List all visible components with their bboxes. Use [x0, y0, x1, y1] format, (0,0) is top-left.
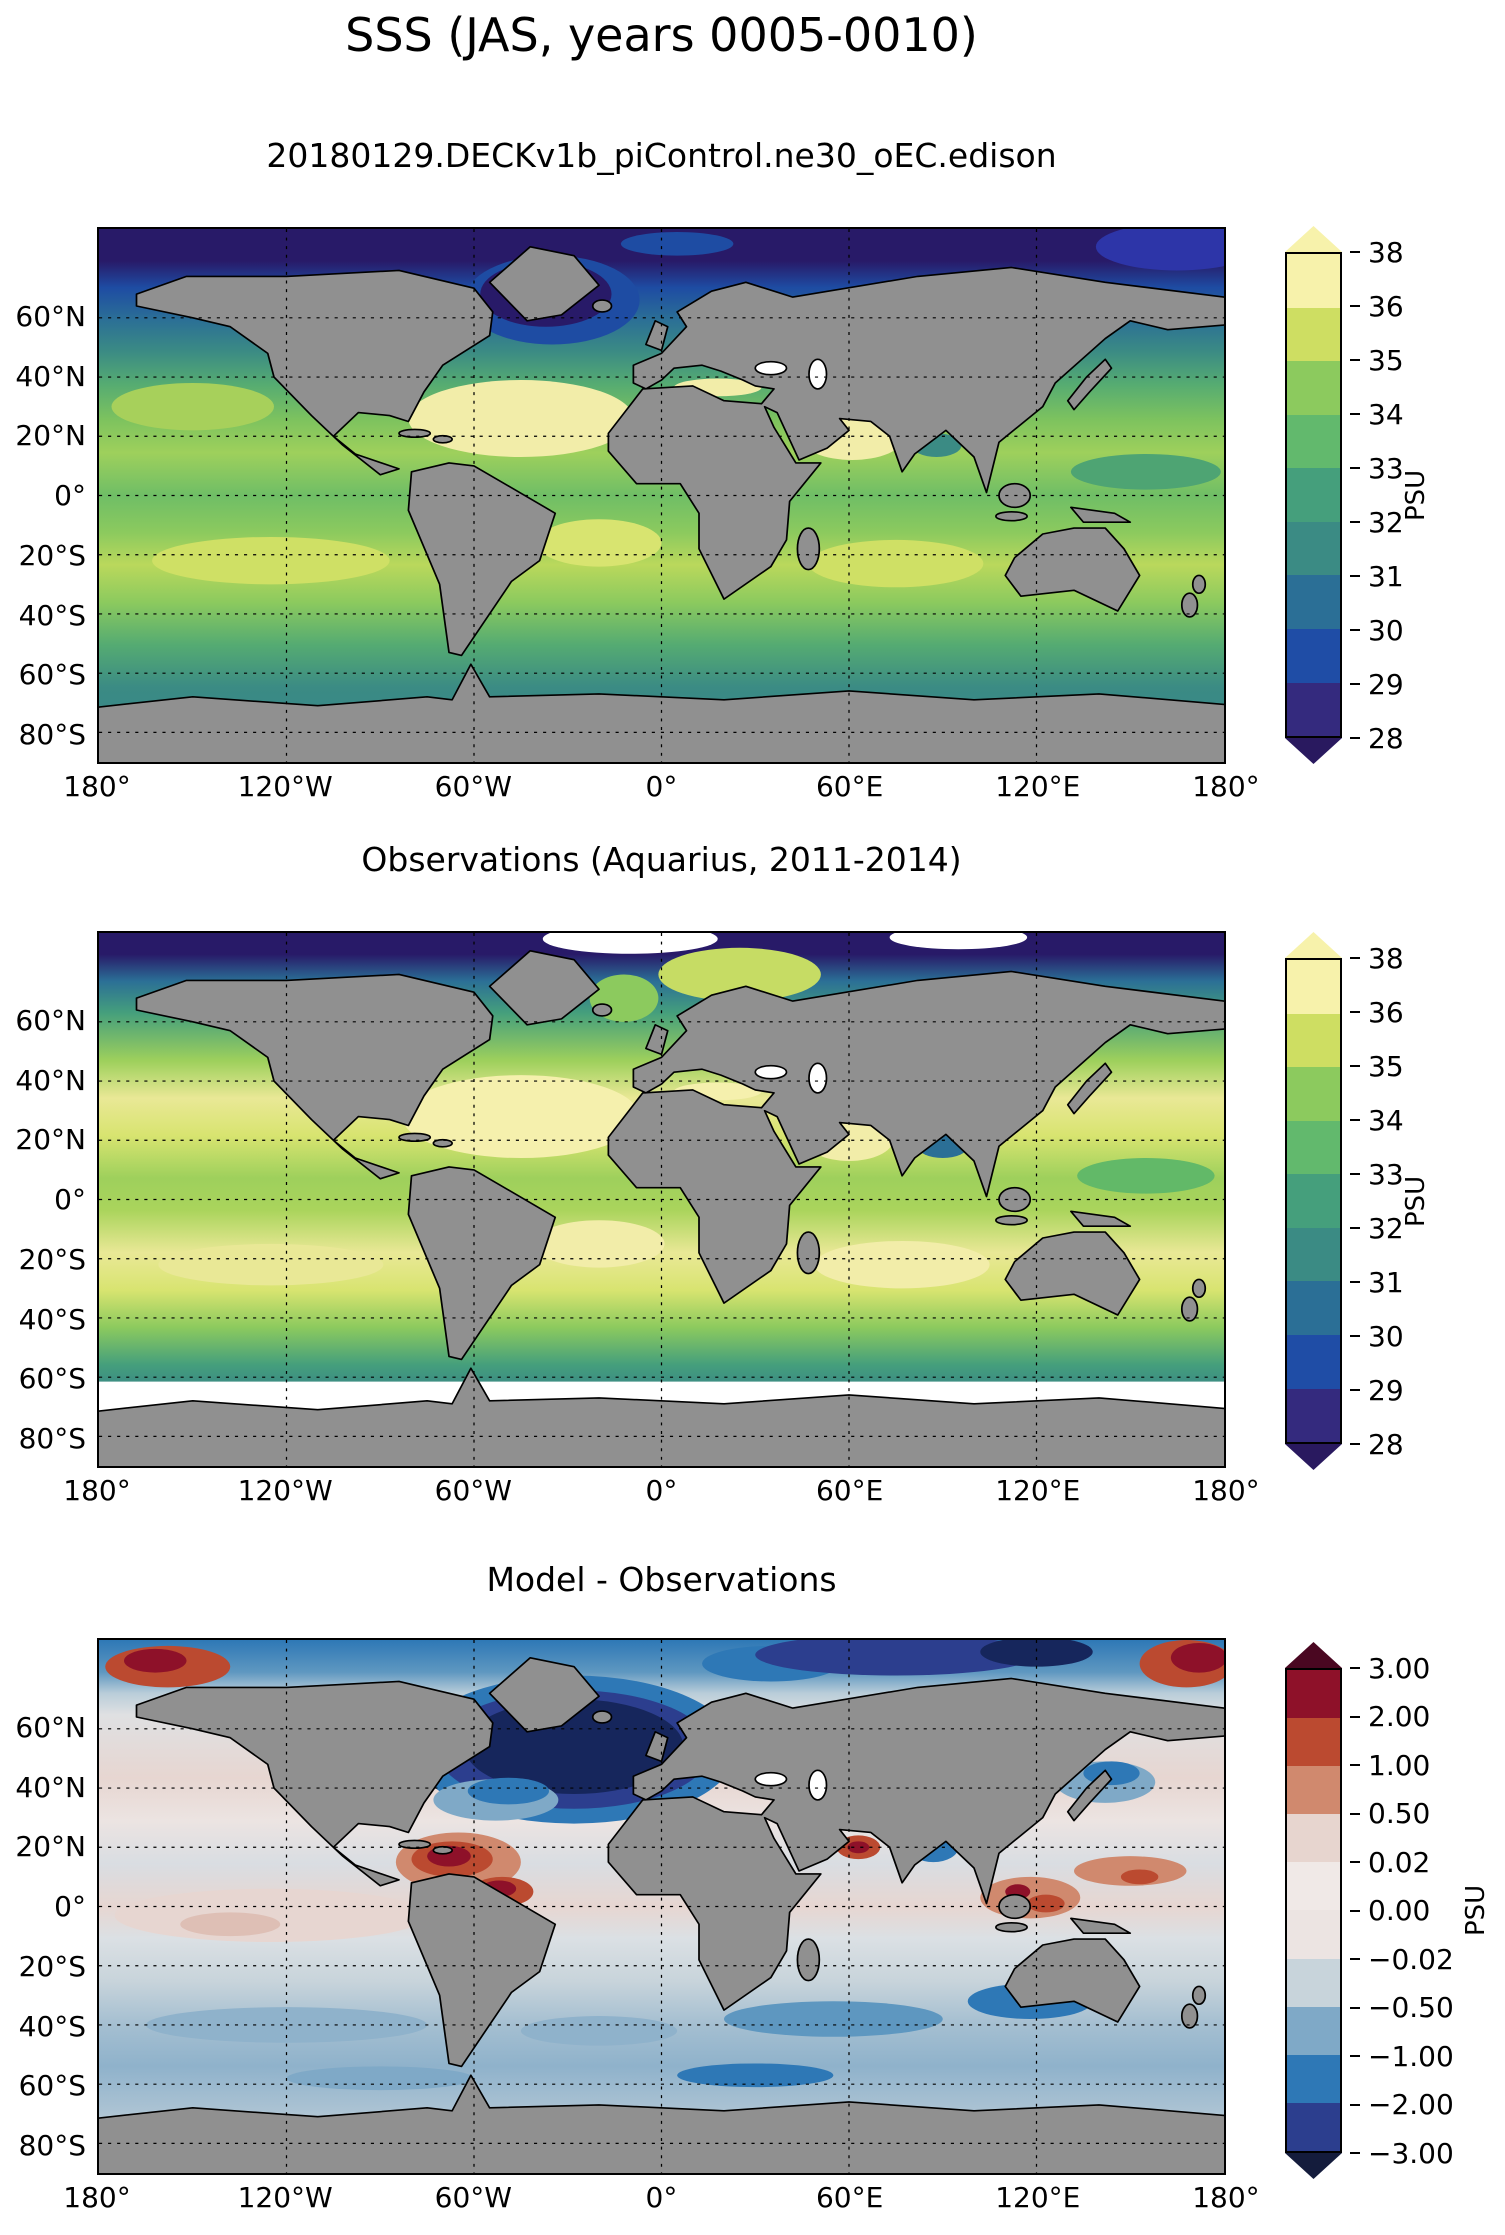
lon-tick-label: 60°W [434, 2181, 512, 2214]
colorbar-segment [1287, 415, 1340, 469]
lat-axis-labels-panel-1 [0, 302, 86, 750]
colorbar-segment [1287, 1959, 1340, 2007]
colorbar-difference [1285, 1642, 1342, 2179]
lat-tick-label: 40°S [18, 1302, 86, 1336]
map-panel-3-difference [97, 1638, 1226, 2175]
colorbar-tick-label: 29 [1350, 670, 1490, 698]
colorbar-tick-label: −2.00 [1350, 2091, 1490, 2119]
lat-tick-label: 0° [54, 479, 86, 513]
colorbar-tick-label: −0.50 [1350, 1994, 1490, 2022]
colorbar-observations [1285, 932, 1342, 1470]
colorbar-segment [1287, 2007, 1340, 2055]
colorbar-tick-label: 36 [1350, 998, 1490, 1026]
lon-tick-label: 60°W [434, 770, 512, 803]
colorbar-tick-label: 0.50 [1350, 1800, 1490, 1828]
world-map-svg-model [99, 229, 1224, 762]
colorbar-over-arrow [1285, 1642, 1342, 1668]
colorbar-segment [1287, 1862, 1340, 1910]
colorbar-tick-label: 30 [1350, 1322, 1490, 1350]
colorbar-tick-label: 32 [1350, 1214, 1490, 1242]
lon-tick-label: 180° [1192, 770, 1260, 803]
colorbar-tick-label: 3.00 [1350, 1654, 1490, 1682]
lon-tick-label: 120°E [995, 1474, 1081, 1507]
lat-tick-label: 40°S [18, 598, 86, 632]
lat-axis-labels-panel-2 [0, 1006, 86, 1454]
lat-tick-label: 40°S [18, 2009, 86, 2043]
colorbar-tick-label: 34 [1350, 1106, 1490, 1134]
colorbar-segment [1287, 522, 1340, 576]
colorbar-segment [1287, 960, 1340, 1014]
colorbar-segment [1287, 308, 1340, 362]
colorbar-segment [1287, 1174, 1340, 1228]
lon-tick-label: 120°W [237, 1474, 333, 1507]
colorbar-tick-label: 1.00 [1350, 1751, 1490, 1779]
figure-title: SSS (JAS, years 0005-0010) [345, 8, 978, 62]
panel-3-title: Model - Observations [486, 1560, 837, 1599]
colorbar-tick-label: 28 [1350, 724, 1490, 752]
colorbar-over-arrow [1285, 932, 1342, 958]
lat-tick-label: 40°N [15, 359, 86, 393]
colorbar-segment [1287, 1910, 1340, 1958]
lon-tick-label: 120°W [237, 2181, 333, 2214]
world-map-svg-difference [99, 1640, 1224, 2173]
lat-tick-label: 40°N [15, 1770, 86, 1804]
lon-tick-label: 180° [1192, 2181, 1260, 2214]
lat-tick-label: 80°S [18, 2128, 86, 2162]
lon-tick-label: 60°W [434, 1474, 512, 1507]
lat-tick-label: 20°N [15, 419, 86, 453]
colorbar-segment [1287, 1121, 1340, 1175]
lat-tick-label: 20°N [15, 1830, 86, 1864]
lat-tick-label: 20°S [18, 538, 86, 572]
colorbar-tick-label: 2.00 [1350, 1703, 1490, 1731]
lat-tick-label: 20°S [18, 1242, 86, 1276]
colorbar-segment [1287, 1335, 1340, 1389]
colorbar-segments [1285, 252, 1342, 738]
lat-axis-labels-panel-3 [0, 1713, 86, 2161]
colorbar-tick-label: −1.00 [1350, 2042, 1490, 2070]
colorbar-segment [1287, 1014, 1340, 1068]
colorbar-segment [1287, 1766, 1340, 1814]
lon-tick-label: 120°W [237, 770, 333, 803]
panel-2-title: Observations (Aquarius, 2011-2014) [361, 840, 962, 879]
lon-tick-label: 180° [63, 770, 131, 803]
colorbar-tick-label: 0.00 [1350, 1897, 1490, 1925]
colorbar-segment [1287, 629, 1340, 683]
lon-axis-labels-panel-2 [27, 1474, 1296, 1508]
map-panel-2-observations [97, 931, 1226, 1468]
lat-tick-label: 60°S [18, 2069, 86, 2103]
lon-tick-label: 0° [645, 1474, 678, 1507]
colorbar-segment [1287, 1228, 1340, 1282]
lon-tick-label: 60°E [815, 2181, 884, 2214]
colorbar-tick-label: 38 [1350, 238, 1490, 266]
lat-tick-label: 80°S [18, 717, 86, 751]
lat-tick-label: 40°N [15, 1063, 86, 1097]
colorbar-tick-label: 33 [1350, 454, 1490, 482]
colorbar-segment [1287, 575, 1340, 629]
lat-tick-label: 20°N [15, 1123, 86, 1157]
colorbar-segment [1287, 1281, 1340, 1335]
colorbar-unit-label: PSU [1401, 469, 1431, 521]
colorbar-tick-label: 31 [1350, 1268, 1490, 1296]
lon-tick-label: 120°E [995, 770, 1081, 803]
lat-tick-label: 60°S [18, 1362, 86, 1396]
lon-axis-labels-panel-1 [27, 770, 1296, 804]
lat-tick-label: 60°N [15, 1004, 86, 1037]
colorbar-under-arrow [1285, 738, 1342, 764]
lat-tick-label: 60°N [15, 1711, 86, 1744]
colorbar-tick-label: −3.00 [1350, 2139, 1490, 2167]
lon-tick-label: 60°E [815, 770, 884, 803]
colorbar-tick-label: 31 [1350, 562, 1490, 590]
colorbar-segment [1287, 2103, 1340, 2151]
lon-tick-label: 0° [645, 770, 678, 803]
colorbar-unit-label: PSU [1461, 1884, 1491, 1936]
colorbar-tick-label: 28 [1350, 1430, 1490, 1458]
colorbar-tick-label: 36 [1350, 292, 1490, 320]
colorbar-segment [1287, 468, 1340, 522]
colorbar-tick-label: 34 [1350, 400, 1490, 428]
colorbar-over-arrow [1285, 226, 1342, 252]
lon-tick-label: 0° [645, 2181, 678, 2214]
colorbar-segment [1287, 1067, 1340, 1121]
colorbar-tick-label: 35 [1350, 1052, 1490, 1080]
colorbar-segments [1285, 958, 1342, 1444]
colorbar-under-arrow [1285, 1444, 1342, 1470]
colorbar-tick-label: 35 [1350, 346, 1490, 374]
colorbar-segment [1287, 254, 1340, 308]
lon-tick-label: 180° [63, 1474, 131, 1507]
colorbar-tick-label: 32 [1350, 508, 1490, 536]
colorbar-segment [1287, 2055, 1340, 2103]
lat-tick-label: 60°S [18, 658, 86, 692]
lat-tick-label: 80°S [18, 1421, 86, 1455]
colorbar-tick-label: −0.02 [1350, 1945, 1490, 1973]
lon-tick-label: 120°E [995, 2181, 1081, 2214]
lat-tick-label: 0° [54, 1890, 86, 1924]
colorbar-tick-label: 0.02 [1350, 1848, 1490, 1876]
colorbar-tick-label: 29 [1350, 1376, 1490, 1404]
colorbar-unit-label: PSU [1401, 1175, 1431, 1227]
lat-tick-label: 60°N [15, 300, 86, 333]
colorbar-tick-label: 38 [1350, 944, 1490, 972]
colorbar-segments [1285, 1668, 1342, 2153]
colorbar-segment [1287, 1814, 1340, 1862]
panel-1-title: 20180129.DECKv1b_piControl.ne30_oEC.edison [266, 136, 1057, 175]
colorbar-tick-label: 30 [1350, 616, 1490, 644]
lon-tick-label: 60°E [815, 1474, 884, 1507]
lon-tick-label: 180° [63, 2181, 131, 2214]
colorbar-model [1285, 226, 1342, 764]
lat-tick-label: 20°S [18, 1949, 86, 1983]
colorbar-segment [1287, 1670, 1340, 1718]
colorbar-under-arrow [1285, 2153, 1342, 2179]
colorbar-segment [1287, 361, 1340, 415]
lon-tick-label: 180° [1192, 1474, 1260, 1507]
world-map-svg-observations [99, 933, 1224, 1466]
colorbar-segment [1287, 1718, 1340, 1766]
colorbar-tick-label: 33 [1350, 1160, 1490, 1188]
lat-tick-label: 0° [54, 1183, 86, 1217]
colorbar-segment [1287, 1389, 1340, 1443]
map-panel-1-model [97, 227, 1226, 764]
colorbar-segment [1287, 683, 1340, 737]
lon-axis-labels-panel-3 [27, 2181, 1296, 2215]
